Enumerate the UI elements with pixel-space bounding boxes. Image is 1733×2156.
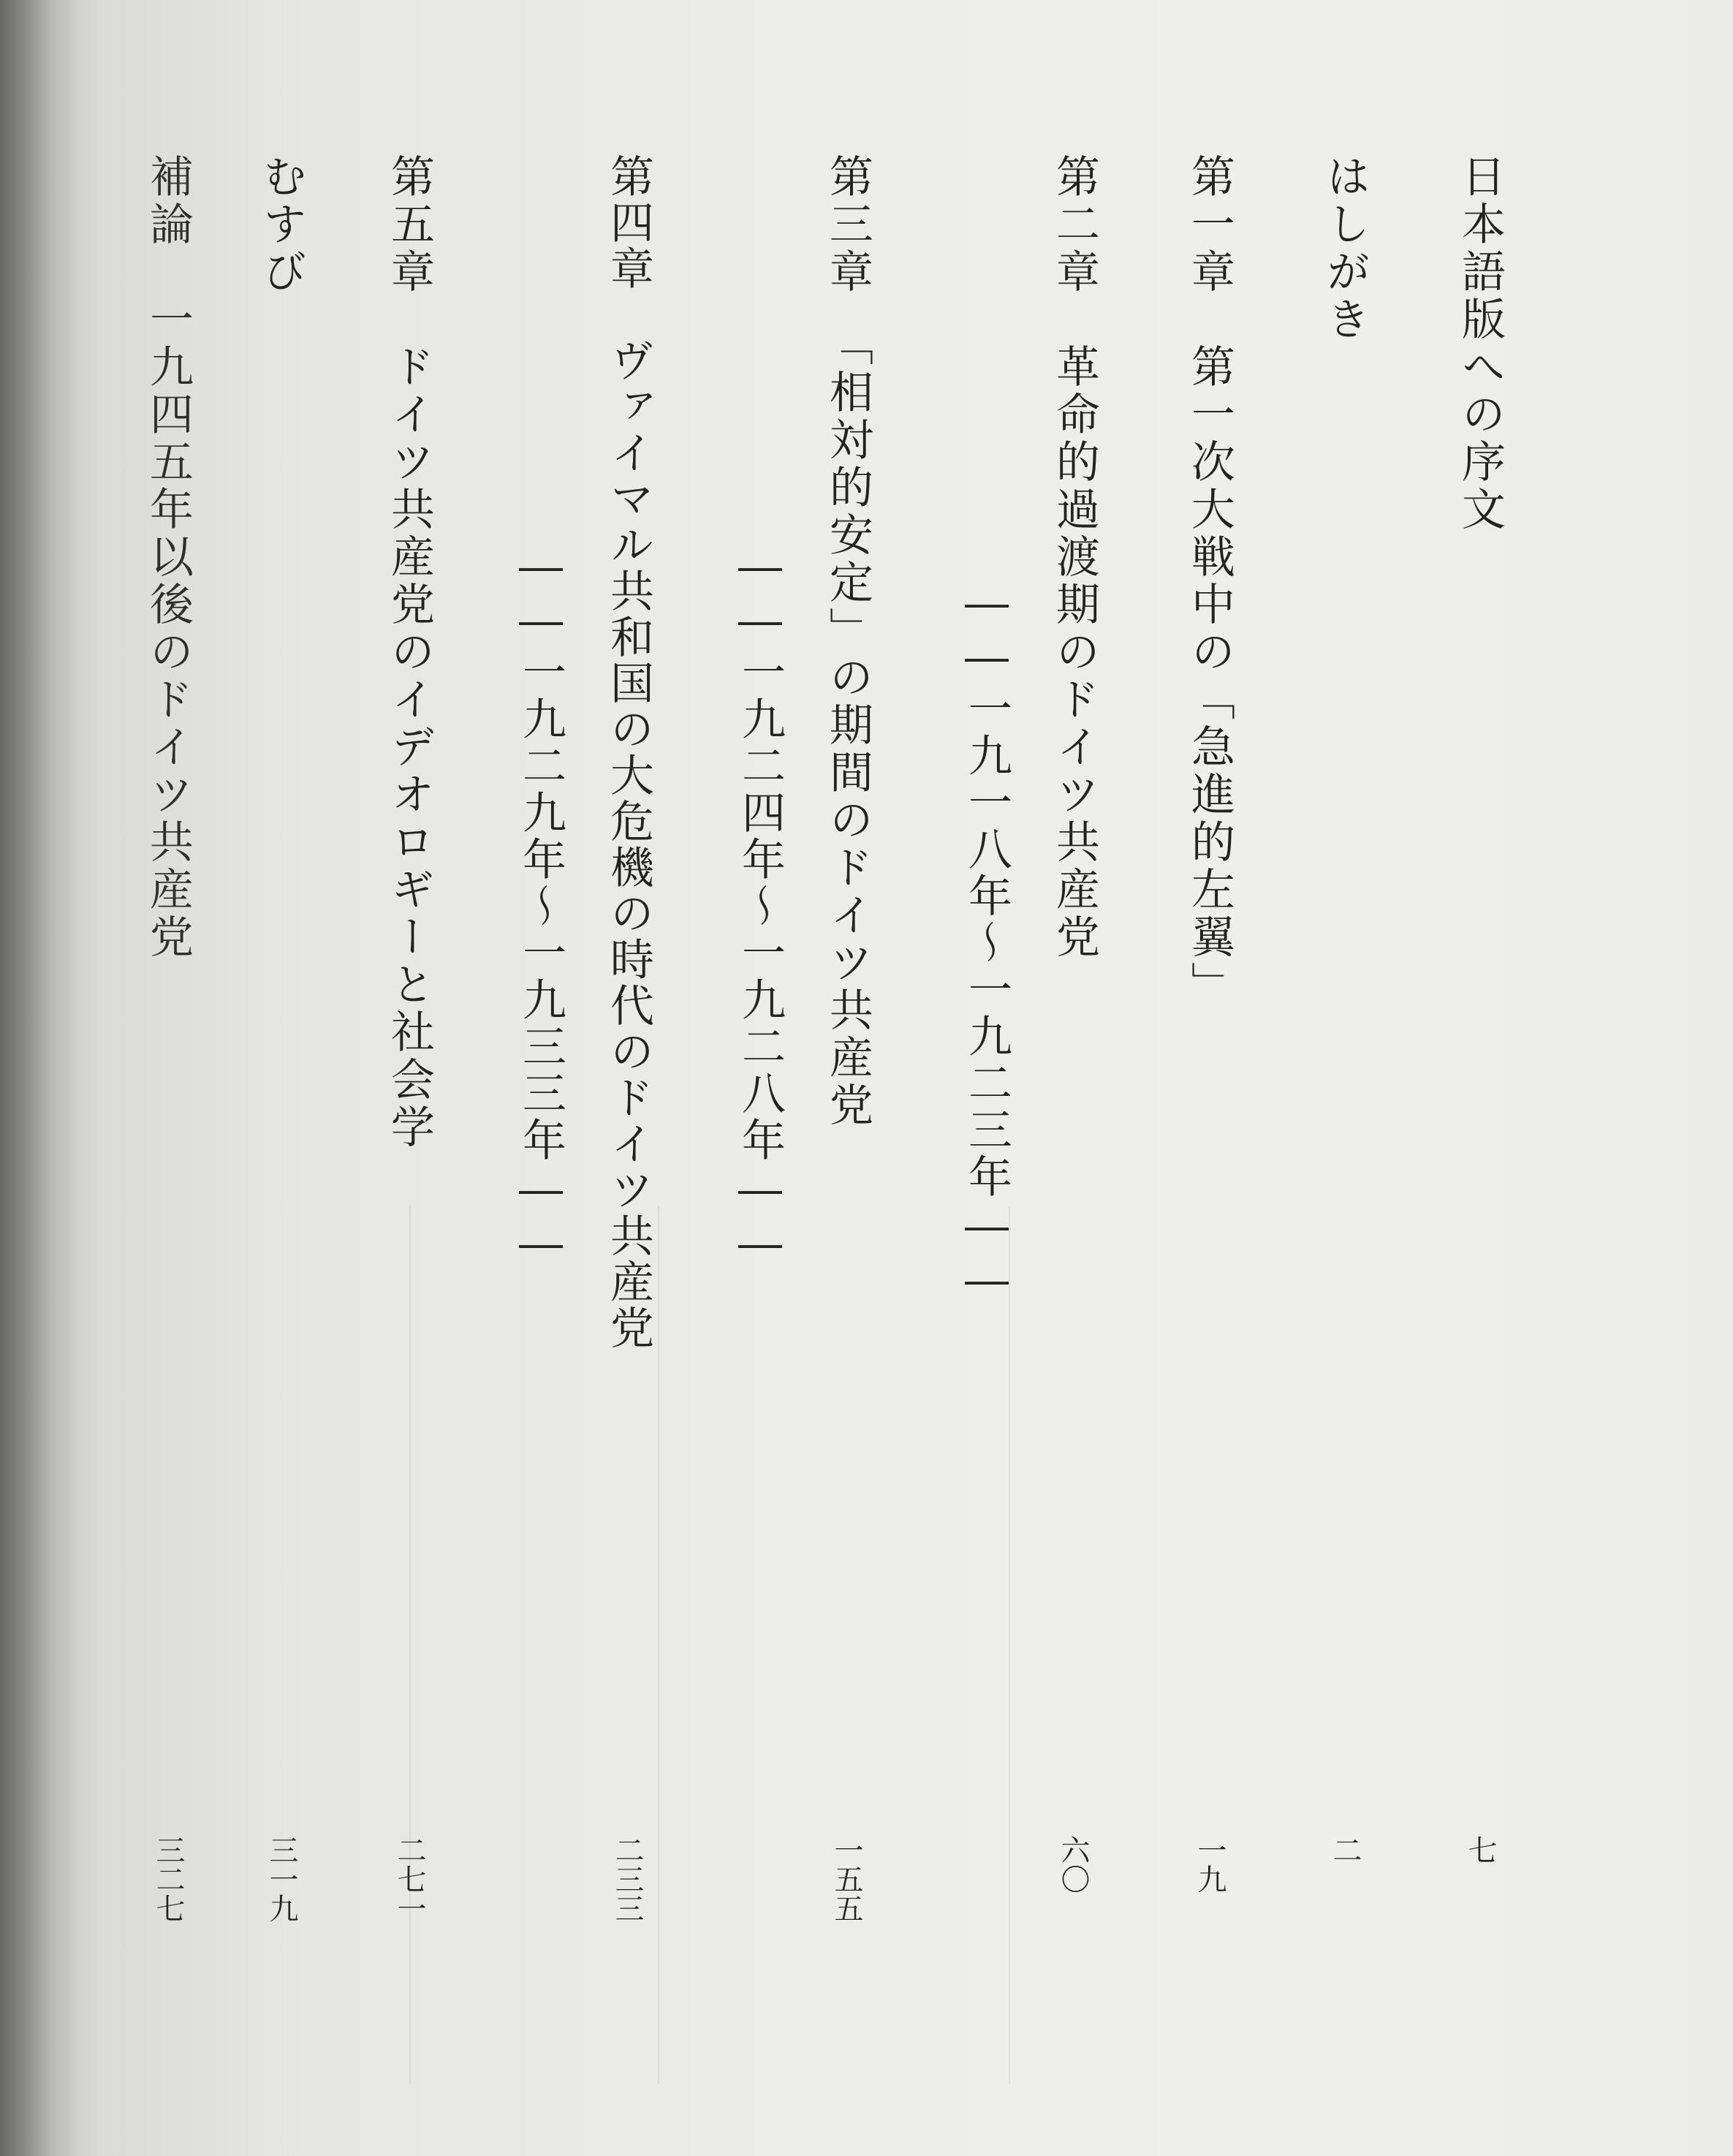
toc-entry-page: 七	[1463, 1835, 1497, 1864]
toc-entry-title: 第二章 革命的過渡期のドイツ共産党	[1049, 154, 1100, 961]
toc-entry-title: 日本語版への序文	[1455, 154, 1506, 534]
toc-entry-page: 二七一	[393, 1835, 426, 1923]
toc-entry-title: 第四章 ヴァイマル共和国の大危機の時代のドイツ共産党	[603, 154, 654, 1351]
toc-entry-chapter-5	[384, 0, 475, 2156]
toc-entry-title: はしがき	[1319, 154, 1370, 344]
toc-entry-chapter-4	[515, 0, 665, 2156]
toc-entry-page: 二	[1328, 1835, 1362, 1864]
toc-entry-chapter-1	[1184, 0, 1275, 2156]
toc-entry-page: 二三三	[610, 1835, 644, 1923]
toc-entry-page: 三一九	[265, 1835, 298, 1923]
toc-entry-subtitle: ――一九二四年〜一九二八年――	[735, 541, 786, 1272]
spine-shadow	[0, 0, 80, 2156]
toc-entry-supplement	[143, 0, 234, 2156]
toc-entry-page: 六〇	[1056, 1835, 1090, 1894]
toc-entry-title: むすび	[256, 154, 307, 296]
toc-entry-page: 一九	[1193, 1835, 1226, 1894]
toc-entry-subtitle: ――一九一八年〜一九二三年――	[961, 578, 1012, 1309]
toc-entry-chapter-2	[961, 0, 1111, 2156]
toc-entry-subtitle: ――一九二九年〜一九三三年――	[515, 541, 566, 1272]
toc-entry-title: 第三章 「相対的安定」の期間のドイツ共産党	[822, 154, 873, 1130]
toc-entry-title: 補論 一九四五年以後のドイツ共産党	[143, 154, 194, 961]
toc-entry-title: 第一章 第一次大戦中の「急進的左翼」	[1184, 154, 1235, 1009]
toc-entry-preface-japanese	[1455, 0, 1546, 2156]
toc-entry-chapter-3	[735, 0, 884, 2156]
toc-entry-page: 三二七	[151, 1835, 185, 1923]
toc-entry-foreword	[1319, 0, 1411, 2156]
toc-entry-page: 一五五	[830, 1835, 863, 1923]
toc-entry-title: 第五章 ドイツ共産党のイデオロギーと社会学	[384, 154, 435, 1151]
toc-entry-conclusion	[256, 0, 347, 2156]
